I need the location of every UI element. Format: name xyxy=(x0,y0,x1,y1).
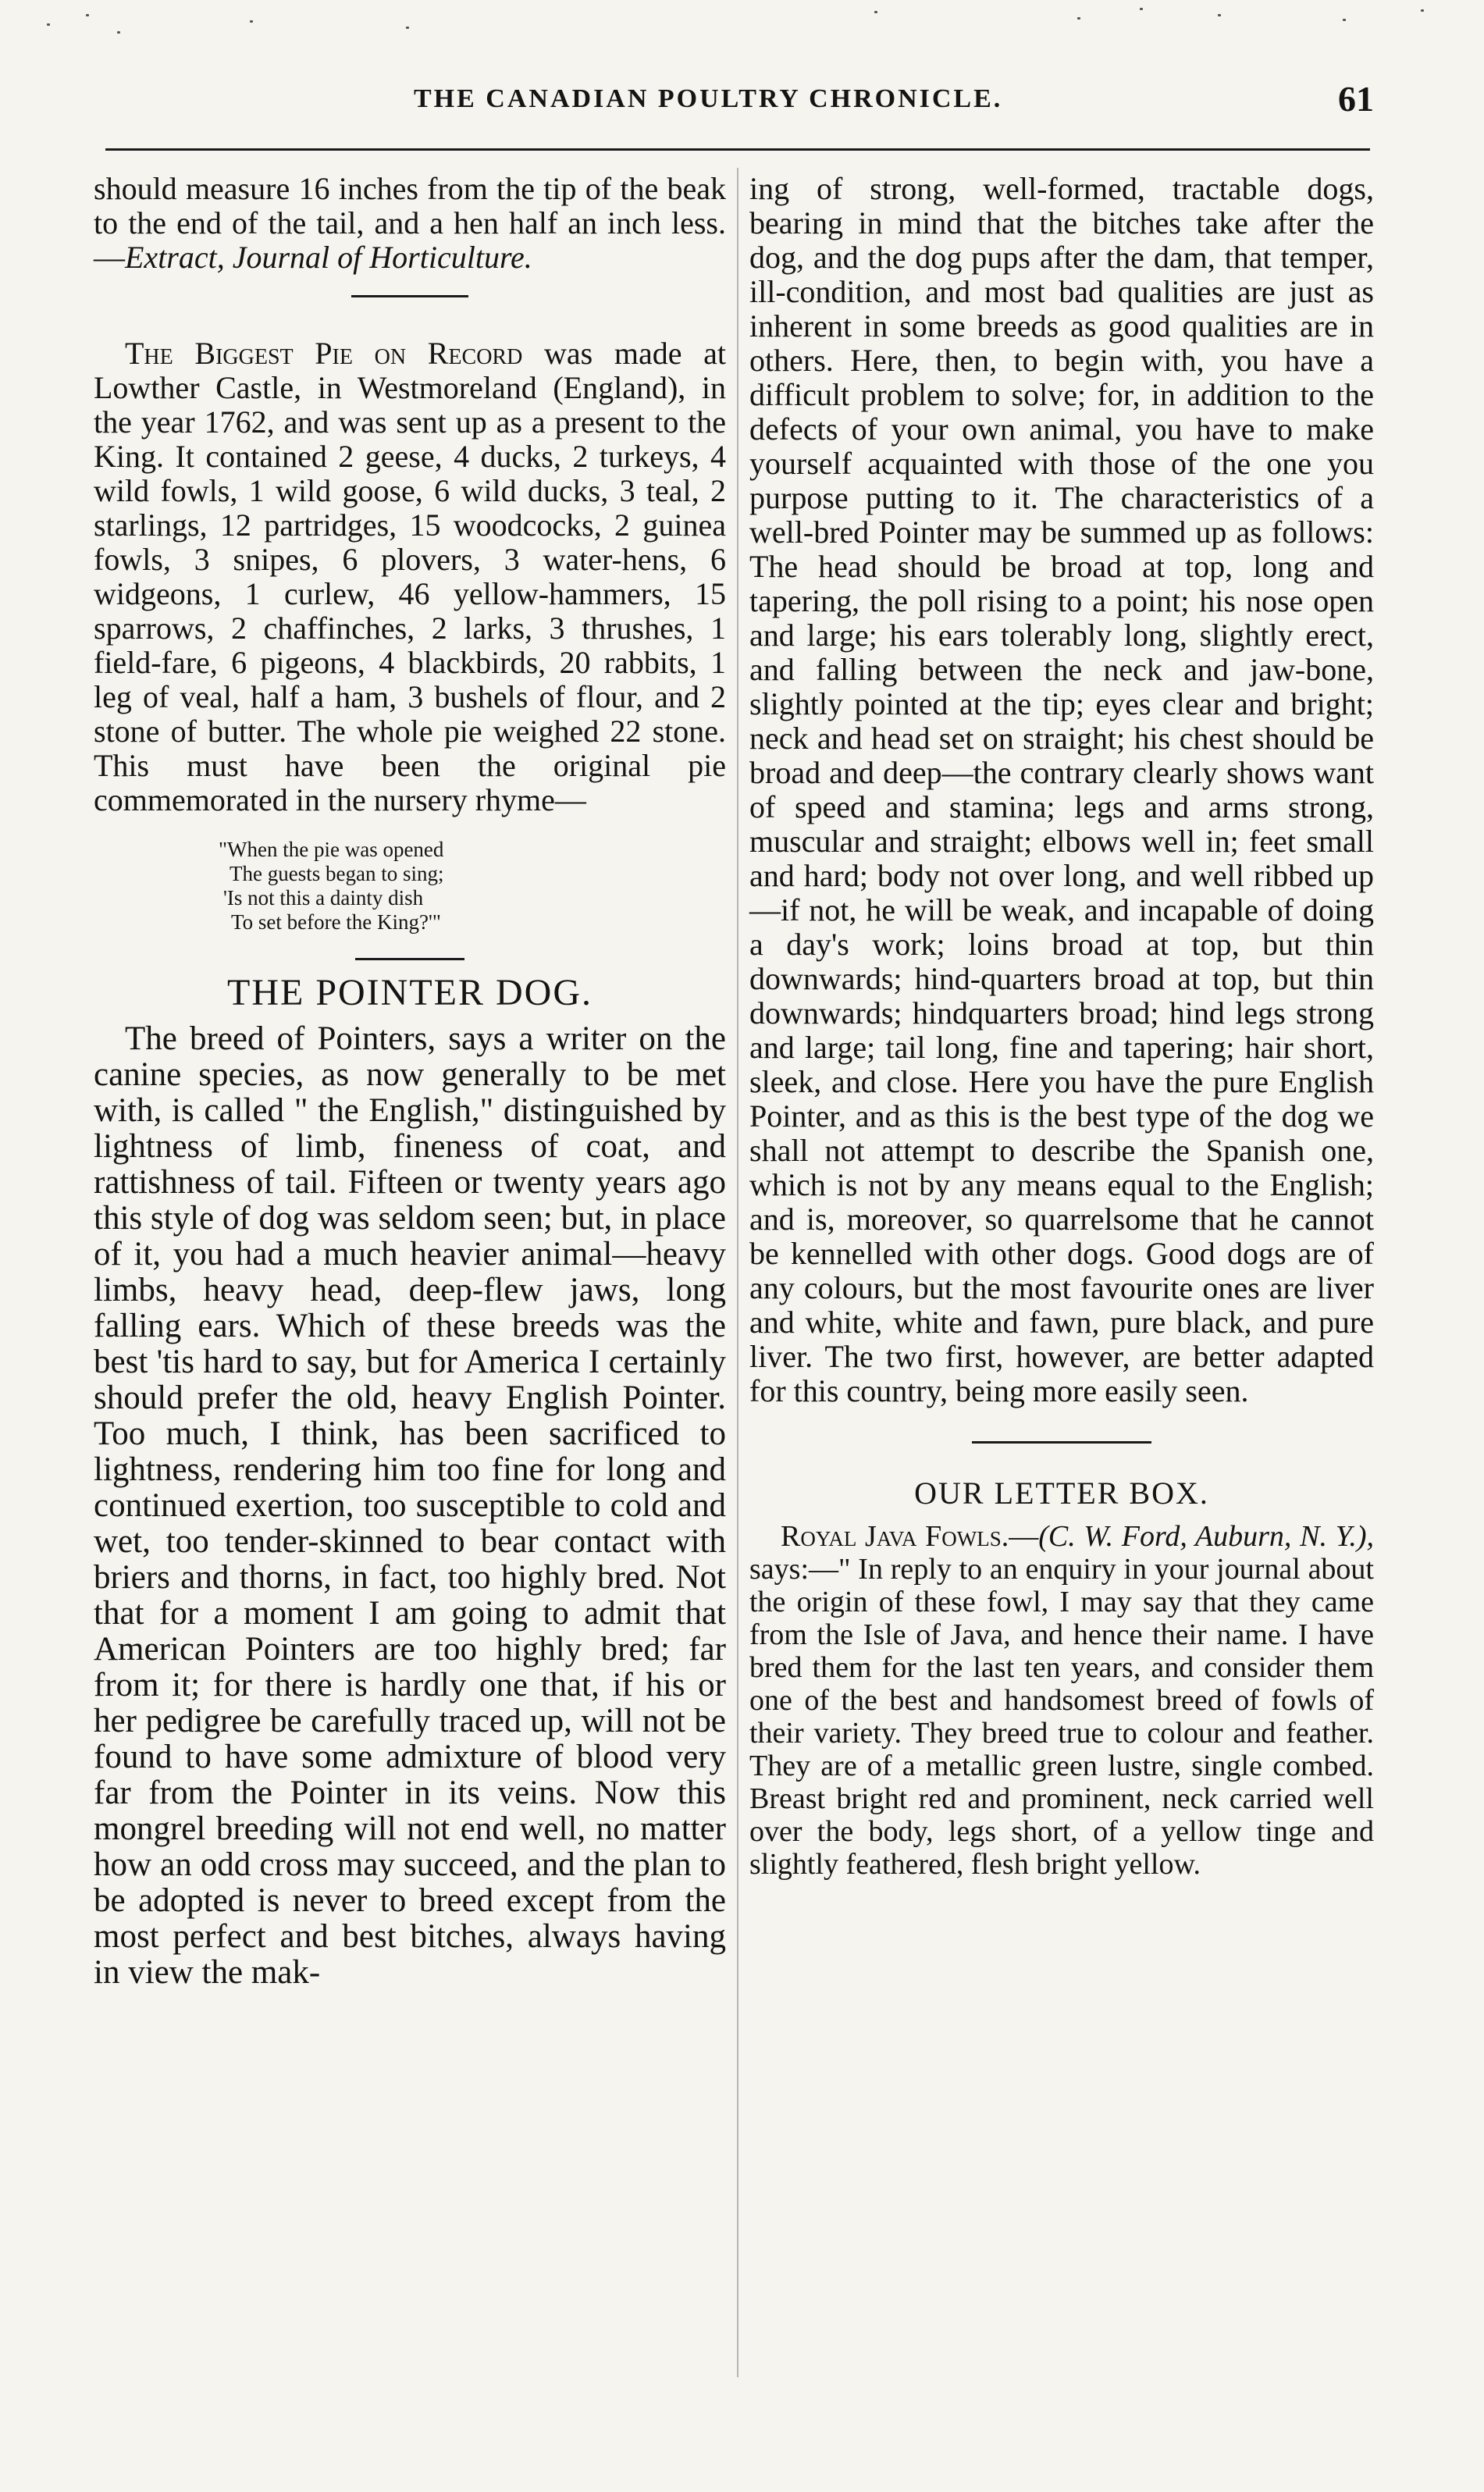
letter-lead: Royal Java Fowls. xyxy=(781,1520,1009,1553)
pointer-article: The breed of Pointers, says a writer on the canine species, as now generally to be met with, is called " the English," distinguished by lightness of limb, fineness of coat, and rattishness of tail. Fifteen or twenty years ago this style of dog was seldom seen; but, in place of it, you had a much heavier animal—heavy limbs, heavy head, deep-flew jaws, long falling ears. Which of these breeds was the best 'tis hard to say, but for America I certainly should prefer the old, heavy English Pointer. Too much, I think, has been sacrificed to lightness, rendering him too fine for long and continued exertion, too susceptible to cold and wet, too tender-skinned to bear contact with briers and thorns, in fact, too highly bred. Not that for a moment I am going to admit that American Pointers are too highly bred; far from it; for there is hardly one that, if his or her pedigree be carefully traced up, will not be found to have some admixture of blood very far from the Pointer in its veins. Now this mongrel breeding will not end well, no matter how an odd cross may succeed, and the plan to be adopted is never to breed except from the most perfect and best bitches, always having in view the mak- xyxy=(94,1020,726,1991)
poem-line: "When the pie was opened xyxy=(219,838,444,861)
pie-article xyxy=(94,336,726,817)
running-title: THE CANADIAN POULTRY CHRONICLE. xyxy=(414,84,1003,113)
poem-line: The guests began to sing; xyxy=(230,862,444,885)
pointer-article-continued: ing of strong, well-formed, tractable dogs, bearing in mind that the bitches take after the dog, and the dog pups after the dam, that temper, ill-condition, and most bad qualities are just as inherent in some breeds as good qualities are in others. Here, then, to begin with, you have a difficult problem to solve; for, in addition to the defects of your own animal, you have to make yourself acquainted with those of the one you purpose putting to it. The characteristics of a well-bred Pointer may be summed up as follows: The head should be broad at top, long and tapering, the poll rising to a point; his nose open and large; his ears tolerably long, slightly erect, and falling between the neck and jaw-bone, slightly pointed at the tip; eyes clear and bright; neck and head set on straight; his chest should be broad and deep—the contrary clearly shows want of speed and stamina; legs and arms strong, muscular and straight; elbows well in; feet small and hard; body not over long, and well ribbed up—if not, he will be weak, and incapable of doing a day's work; loins broad at top, but thin downwards; hind-quarters broad at top, but thin downwards; hindquarters broad; hind legs strong and large; tail long, fine and tapering; hair short, sleek, and close. Here you have the pure English Pointer, and as this is the best type of the dog we shall not attempt to describe the Spanish one, which is not by any means equal to the English; and is, moreover, so quarrelsome that he cannot be kennelled with other dogs. Good dogs are of any colours, but the most favourite ones are liver and white, white and fawn, pure black, and pure liver. The two first, however, are better adapted for this country, being more easily seen. xyxy=(749,171,1374,1408)
letter-body: says:—" In reply to an enquiry in your journal about the origin of these fowl, I may say that they came from the Isle of Java, and hence their name. I have bred them for the last ten years, and consider them one of the best and handsomest breed of fowls of their variety. They breed true to colour and feather. They are of a metallic green lustre, single combed. Breast bright red and prominent, neck carried well over the body, legs short, of a yellow tinge and slightly feathered, flesh bright yellow. xyxy=(749,1553,1374,1881)
fragment-source: Extract, Journal of Horticulture. xyxy=(125,240,532,275)
right-column xyxy=(749,172,1374,1881)
poem-line: To set before the King?'" xyxy=(231,910,441,934)
fragment-text: should measure 16 inches from the tip of the beak to the end of the tail, and a hen half an inch less.— xyxy=(94,171,726,275)
section-divider xyxy=(355,958,464,960)
pie-lead: The Biggest Pie on Record xyxy=(125,336,523,371)
pointer-heading: THE POINTER DOG. xyxy=(227,972,593,1013)
section-divider xyxy=(972,1441,1151,1444)
letter-box-heading: OUR LETTER BOX. xyxy=(914,1476,1209,1511)
pie-body: was made at Lowther Castle, in Westmoreland (England), in the year 1762, and was sent up as a present to the King. It contained 2 geese, 4 ducks, 2 turkeys, 4 wild fowls, 1 wild goose, 6 wild ducks, 3 teal, 2 starlings, 12 partridges, 15 woodcocks, 2 guinea fowls, 3 snipes, 6 plovers, 3 water-hens, 6 widgeons, 1 curlew, 46 yellow-hammers, 15 sparrows, 2 chaffinches, 2 larks, 3 thrushes, 1 field-fare, 6 pigeons, 4 blackbirds, 20 rabbits, 1 leg of veal, half a ham, 3 bushels of flour, and 2 stone of butter. The whole pie weighed 22 stone. This must have been the original pie commemorated in the nursery rhyme— xyxy=(94,336,726,817)
print-specks xyxy=(0,0,1484,70)
column-divider xyxy=(737,168,738,2377)
nursery-rhyme xyxy=(219,838,726,934)
article-fragment xyxy=(94,172,726,275)
page-number: 61 xyxy=(1338,79,1374,119)
page-header xyxy=(94,75,1374,130)
letter-article: Royal Java Fowls.—(C. W. Ford, Auburn, N. Y.), says:—" In reply to an enquiry in your journal about the origin of these fowl, I may say that they came from the Isle of Java, and hence their name. I have bred them for the last ten years, and consider them one of the best and handsomest breed of fowls of their variety. They breed true to colour and feather. They are of a metallic green lustre, single combed. Breast bright red and prominent, neck carried well over the body, legs short, of a yellow tinge and slightly feathered, flesh bright yellow. xyxy=(749,1520,1374,1881)
left-column xyxy=(94,172,726,1991)
poem-line: 'Is not this a dainty dish xyxy=(223,886,424,910)
letter-author: (C. W. Ford, Auburn, N. Y.), xyxy=(1038,1520,1374,1553)
section-divider xyxy=(351,295,468,297)
header-rule xyxy=(105,148,1370,151)
